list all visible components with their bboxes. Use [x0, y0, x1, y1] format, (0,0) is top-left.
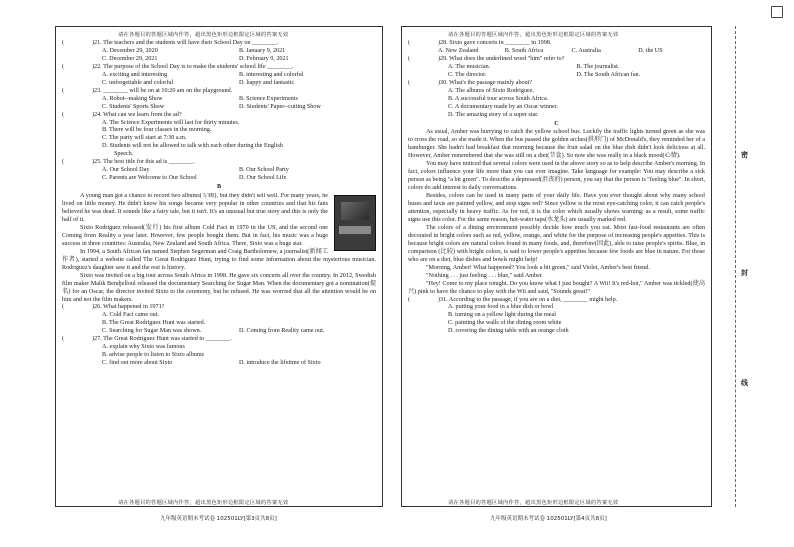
question-stem: )21. The teachers and the students will have their School Day on ________.	[92, 40, 279, 46]
option-d: D. Students will not be allowed to talk with each other during the English	[102, 143, 283, 150]
option-a: A. The albums of Sixto Rodriguez.	[448, 87, 535, 94]
option-d: D. The South African fan.	[576, 71, 641, 78]
answer-paren[interactable]: (	[62, 304, 65, 311]
album-cover-image	[334, 195, 376, 251]
passage-c-paragraph-2: You may have noticed that several colors were used in the above story so as to help describe Amber's morning. In fact, colors influence your life more than you can ever imagine. Take language for example: You may describe a sick person as being "a bit green". To describe a depressed(沮丧的) person, you say that the person is "feeling blue". In short, colors do add interest to daily conversations.	[408, 161, 705, 192]
option-a: A. putting your food in a blue dish or bowl	[448, 304, 554, 311]
option-d: D. Students' Paper--cutting Show	[239, 103, 321, 110]
gutter-char-line: 线	[741, 379, 748, 387]
option-a: A. The musician.	[448, 63, 491, 70]
option-a: A. Our School Day	[102, 167, 150, 174]
passage-c-paragraph-5: "Morning, Amber! What happened? You look a bit green," said Violet, Amber's best friend.	[426, 264, 650, 271]
question-stem: )29. What does the underlined word "him" refer to?	[438, 55, 565, 62]
question-26	[62, 304, 376, 336]
question-30	[408, 80, 705, 120]
question-stem: )28. Sixto gave concerts in ________ in 1998.	[438, 40, 552, 46]
passage-c-paragraph-3: Besides, colors can be used in many parts of your daily life. Have you ever thought about why many school buses and taxis are painted yellow, and stop signs red? Since yellow is the most eye-catching color, it can catch people's attention, especially in heavy traffic. As for red, it is the color which usually shows warning; as a result, some traffic signs use this color. For the same reason, hot-water taps(水龙头) are usually marked red.	[408, 193, 705, 223]
question-stem: )30. What's the passage mainly about?	[438, 79, 533, 86]
option-d: D. February 9, 2021	[239, 55, 289, 62]
option-c: C. The director.	[448, 71, 487, 78]
option-b: B. The Great Rodriguez Hunt was started.	[102, 320, 206, 327]
right-footer-warning: 请在各题目的答题区域内作答，超出黑色矩形边框限定区域的答案无效	[448, 500, 619, 506]
question-27	[62, 336, 376, 368]
option-c: C. find out more about Sixto	[102, 360, 173, 367]
question-stem: )25. The best title for this ad is ________.	[92, 159, 195, 166]
passage-c-paragraph-7: "Hey! Come to my place tonight. Do you know what I just bought? A Wii! It's red-hot," Amber was tickled(使高兴) pink to have the chance to play with the Wii and said, "Sounds great!"	[408, 280, 705, 295]
passage-b-paragraph-4: Sixto was invited on a big tour across South Africa in 1998. He gave six concerts all over the country. In 2012, Swedish film maker Malik Bendjelloul released the documentary Searching for Sugar Man. When the documentary got a nomination(提名) for an Oscar, the director invited Sixto to the ceremony, but he refused. He was worried that all the attention would be on him and not the film makers.	[62, 272, 376, 303]
option-a: A. Robot--making Show	[102, 95, 163, 102]
passage-b-paragraph-3: In 1994, a South African fan named Stephen Segerman and Craig Bartholomew, a journalist(新闻工作者), started a website called The Great Rodriguez Hunt, trying to find some information about the mysterious musician. Rodriguez's daughter saw it and the rest is history.	[62, 248, 376, 271]
answer-paren[interactable]: (	[408, 40, 411, 46]
option-b: B. The journalist.	[576, 63, 620, 70]
answer-paren[interactable]: (	[62, 63, 65, 70]
question-28	[408, 40, 705, 56]
option-c: C. Students' Sports Show	[102, 103, 165, 110]
section-b-heading: B	[216, 184, 222, 191]
gutter-char-close: 封	[741, 269, 748, 277]
option-b: B. A successful tour across South Africa.	[448, 95, 549, 102]
answer-paren[interactable]: (	[408, 296, 411, 303]
option-b: B. There will be four classes in the morning.	[102, 127, 212, 134]
passage-c-paragraph-6: "Nothing . . . just feeling . . . blue," said Amber.	[426, 272, 544, 279]
option-d: D. Our School Life	[239, 175, 287, 182]
option-d: D. happy and fantastic	[239, 79, 295, 86]
question-23	[62, 88, 376, 112]
right-page-panel	[401, 26, 712, 507]
answer-paren[interactable]: (	[62, 336, 65, 343]
option-d: D. introduce the lifetime of Sixto	[239, 360, 321, 367]
passage-c-paragraph-4: The colors of a dining environment possibly decide how much you eat. Most fast-food restaurants are often decorated in bright colors such as red, yellow, orange, and white for the purpose of increasing people's appetites. This is because bright colors are natural colors found in many foods, and, therefore(因此), able to raise people's spirits. Blue, in comparison (比较) with bright colors, is said to lower people's appetites because few foods are blue in nature. For those who are on a diet, blue dishes and bowls might help!	[408, 224, 705, 263]
answer-paren[interactable]: (	[408, 79, 411, 86]
option-a: A. exciting and interesting	[102, 71, 168, 78]
option-b: B. Our School Party	[239, 167, 289, 174]
binding-line	[735, 26, 737, 507]
option-d: D. the US	[638, 47, 663, 54]
question-stem: )22. The purpose of the School Day is to make the students' school life ________.	[92, 63, 294, 70]
option-d-continued: Speech.	[114, 151, 134, 158]
passage-b-paragraph-2: Sixto Rodriguez released(发行) his first album Cold Fact in 1970 in the US, and the second one Coming from Reality a year later. However, few people bought them. But in fact, his music was a huge success in three countries: Australia, New Zealand and South Africa. There, Sixto was a huge star.	[62, 224, 328, 247]
left-header-warning: 请在各题目的答题区域内作答，超出黑色矩形边框限定区域的答案无效	[118, 32, 289, 38]
left-footer-warning: 请在各题目的答题区域内作答，超出黑色矩形边框限定区域的答案无效	[118, 500, 289, 506]
question-24	[62, 112, 376, 160]
option-d: D. covering the dining table with an orange cloth	[448, 328, 569, 335]
option-b: B. advise people to listen to Sixto albums	[102, 352, 204, 359]
passage-c-paragraph-1: As usual, Amber was hurrying to catch the yellow school bus. Luckily the traffic lights turned green as she was to cross the road, so she made it. When the bus passed the golden arches(拱形门) of McDonald's, they reminded her of a hamburger. She hadn't had breakfast that morning because the fruit salad on the blue dish didn't look delicious at all. However, Amber remembered that she was still on a diet(节食). So now she was really in a black mood(心情).	[408, 129, 705, 160]
option-d: D. The amazing story of a super star.	[448, 111, 539, 118]
option-c: C. Parents are Welcome to Our School	[102, 175, 197, 182]
question-22	[62, 64, 376, 88]
option-c: C. December 29, 2021	[102, 55, 158, 62]
section-c-heading: C	[554, 120, 559, 127]
gutter-char-seal: 密	[741, 151, 748, 159]
option-a: A. New Zealand	[438, 47, 479, 54]
option-a: A. explain why Sixto was famous	[102, 344, 185, 351]
question-29	[408, 56, 705, 80]
option-b: B. South Africa	[504, 47, 544, 54]
answer-paren[interactable]: (	[408, 55, 411, 62]
question-stem: )31. According to the passage, if you are on a diet, ________ might help.	[438, 296, 618, 303]
option-c: C. unforgettable and colorful	[102, 79, 174, 86]
question-31	[408, 297, 705, 337]
option-c: C. Australia	[571, 47, 601, 54]
left-page-panel	[55, 26, 383, 507]
answer-paren[interactable]: (	[62, 159, 65, 166]
right-page-footer: 九年级英语期末考试卷 102501LY[第4页共8页]	[490, 516, 607, 522]
option-b: B. Science Experiments	[239, 95, 298, 102]
option-a: A. December 29, 2020	[102, 47, 158, 54]
option-a: A. The Science Experiments will last for thirty minutes.	[102, 119, 240, 126]
corner-mark	[771, 6, 783, 18]
option-a: A. Cold Fact came out.	[102, 312, 159, 319]
question-25	[62, 159, 376, 183]
right-header-warning: 请在各题目的答题区域内作答，超出黑色矩形边框限定区域的答案无效	[448, 32, 619, 38]
option-d: D. Coming from Reality came out.	[239, 328, 325, 335]
question-stem: )24. What can we learn from the ad?	[92, 111, 182, 118]
question-stem: )26. What happened in 1971?	[92, 304, 165, 311]
option-c: C. Searching for Sugar Man was shown.	[102, 328, 202, 335]
answer-paren[interactable]: (	[62, 111, 65, 118]
passage-b	[62, 193, 376, 304]
answer-paren[interactable]: (	[62, 40, 65, 46]
option-c: C. The party will start at 7:30 a.m.	[102, 135, 187, 142]
option-b: B. interesting and colorful	[239, 71, 304, 78]
passage-b-paragraph-1: A young man got a chance to record two albums(专辑), but they didn't sell well. For many years, he lived on little money. He didn't know his songs became very popular in other countries and that his fans believed he was dead. It sounds like a fairy tale, but it isn't. It's an unusual but true story and this is only the half of it.	[62, 193, 328, 223]
answer-paren[interactable]: (	[62, 87, 65, 94]
question-stem: )27. The Great Rodriguez Hunt was started to ________.	[92, 336, 232, 343]
option-b: B. January 9, 2021	[239, 47, 286, 54]
passage-c	[408, 129, 705, 296]
option-c: C. painting the walls of the dining room white	[448, 320, 562, 327]
question-stem: )23. ________ will be on at 10:20 am on the playground.	[92, 87, 233, 94]
option-c: C. A documentary made by an Oscar winner.	[448, 103, 558, 110]
left-page-footer: 九年级英语期末考试卷 102501LY[第3页共8页]	[160, 516, 277, 522]
question-21	[62, 40, 376, 64]
option-b: B. turning on a yellow light during the meal	[448, 312, 556, 319]
